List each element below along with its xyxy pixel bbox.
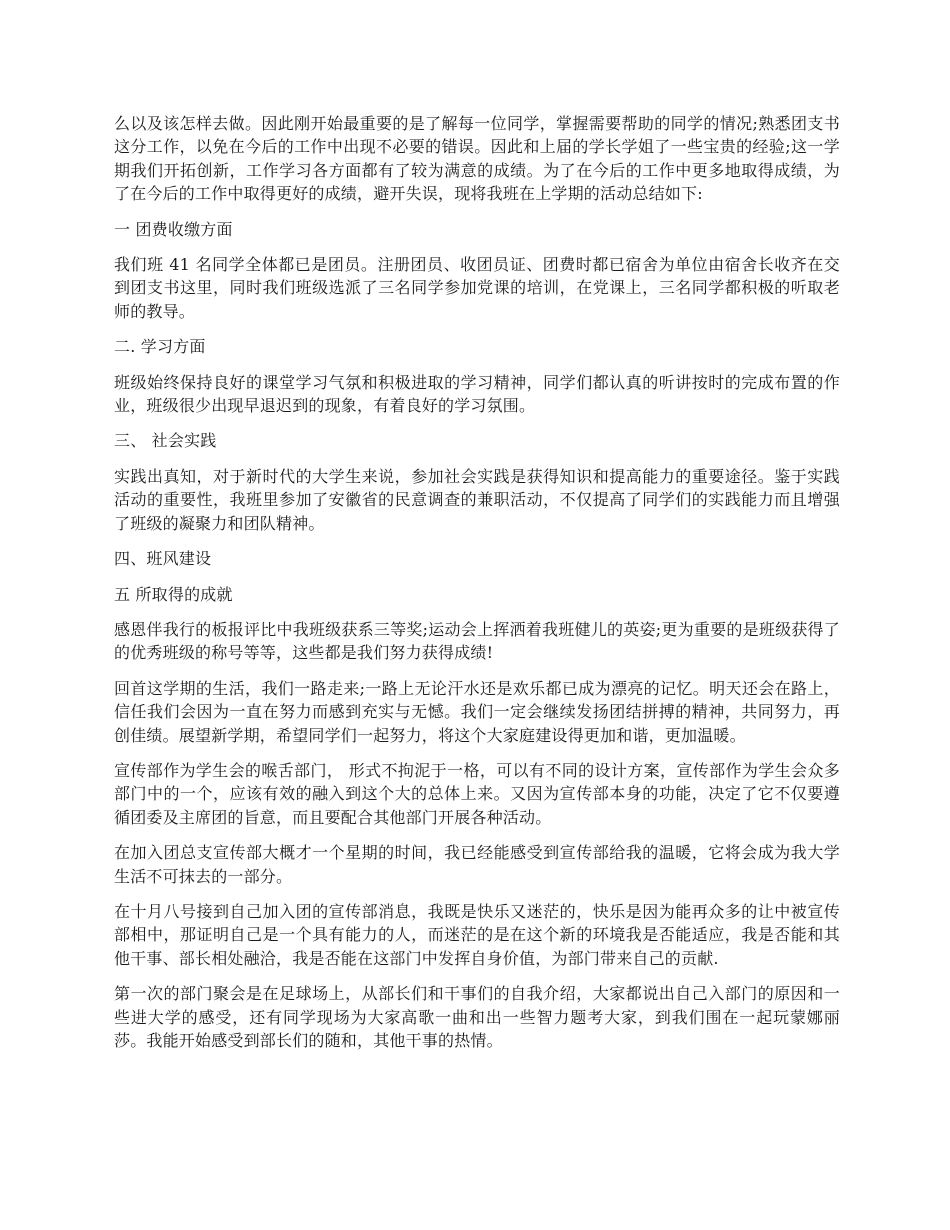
- document-page: [114, 112, 840, 1064]
- heading-league-fee: 一 团费收缴方面: [114, 219, 233, 239]
- heading-study: 二. 学习方面: [114, 337, 206, 357]
- paragraph-review: 回首这学期的生活，我们一路走来;一路上无论汗水还是欢乐都已成为漂亮的记忆。明天还会在路上，信任我们会因为一直在努力而感到充实与无憾。我们一定会继续发扬团结拼搏的精神，共同努力，再创佳绩。展望新学期，希望同学们一起努力，将这个大家庭建设得更加和谐，更加温暖。: [114, 678, 840, 745]
- heading-achievements: 五 所取得的成就: [114, 584, 233, 604]
- paragraph-first-meeting: 第一次的部门聚会是在足球场上，从部长们和干事们的自我介绍，大家都说出自己入部门的原因和一些进大学的感受，还有同学现场为大家高歌一曲和出一些智力题考大家，到我们围在一起玩蒙娜丽莎。我能开始感受到部长们的随和，其他干事的热情。: [114, 984, 840, 1050]
- paragraph-publicity-dept: 宣传部作为学生会的喉舌部门， 形式不拘泥于一格，可以有不同的设计方案，宣传部作为学生会众多部门中的一个，应该有效的融入到这个大的总体上来。又因为宣传部本身的功能，决定了它不仅要遵循团委及主席团的旨意，而且要配合其他部门开展各种活动。: [114, 760, 840, 827]
- paragraph-league-fee: 我们班 41 名同学全体都已是团员。注册团员、收团员证、团费时都已宿舍为单位由宿舍长收齐在交到团支书这里，同时我们班级选派了三名同学参加党课的培训，在党课上，三名同学都积极的听取老师的教导。: [114, 255, 840, 321]
- paragraph-study: 班级始终保持良好的课堂学习气氛和积极进取的学习精神，同学们都认真的听讲按时的完成布置的作业，班级很少出现早退迟到的现象，有着良好的学习氛围。: [114, 372, 840, 416]
- paragraph-october: 在十月八号接到自己加入团的宣传部消息，我既是快乐又迷茫的，快乐是因为能再众多的让中被宣传部相中，那证明自己是一个具有能力的人，而迷茫的是在这个新的环境我是否能适应，我是否能和其他干事、部长相处融洽，我是否能在这部门中发挥自身价值，为部门带来自己的贡献.: [114, 901, 840, 968]
- paragraph-intro: 么以及该怎样去做。因此刚开始最重要的是了解每一位同学，掌握需要帮助的同学的情况;熟悉团支书这分工作，以免在今后的工作中出现不必要的错误。因此和上届的学长学姐了一些宝贵的经验;这一学期我们开拓创新，工作学习各方面都有了较为满意的成绩。为了在今后的工作中更多地取得成绩，为了在今后的工作中取得更好的成绩，避开失误，现将我班在上学期的活动总结如下:: [114, 114, 840, 204]
- heading-social-practice: 三、 社会实践: [114, 431, 217, 451]
- heading-class-style: 四、班风建设: [114, 549, 212, 569]
- paragraph-social-practice: 实践出真知，对于新时代的大学生来说，参加社会实践是获得知识和提高能力的重要途径。鉴于实践活动的重要性，我班里参加了安徽省的民意调查的兼职活动，不仅提高了同学们的实践能力而且增强了班级的凝聚力和团队精神。: [114, 466, 840, 533]
- paragraph-joining: 在加入团总支宣传部大概才一个星期的时间，我已经能感受到宣传部给我的温暖，它将会成为我大学生活不可抹去的一部分。: [114, 843, 840, 886]
- paragraph-achievements: 感恩伴我行的板报评比中我班级获系三等奖;运动会上挥洒着我班健儿的英姿;更为重要的是班级获得了的优秀班级的称号等等，这些都是我们努力获得成绩!: [114, 619, 840, 663]
